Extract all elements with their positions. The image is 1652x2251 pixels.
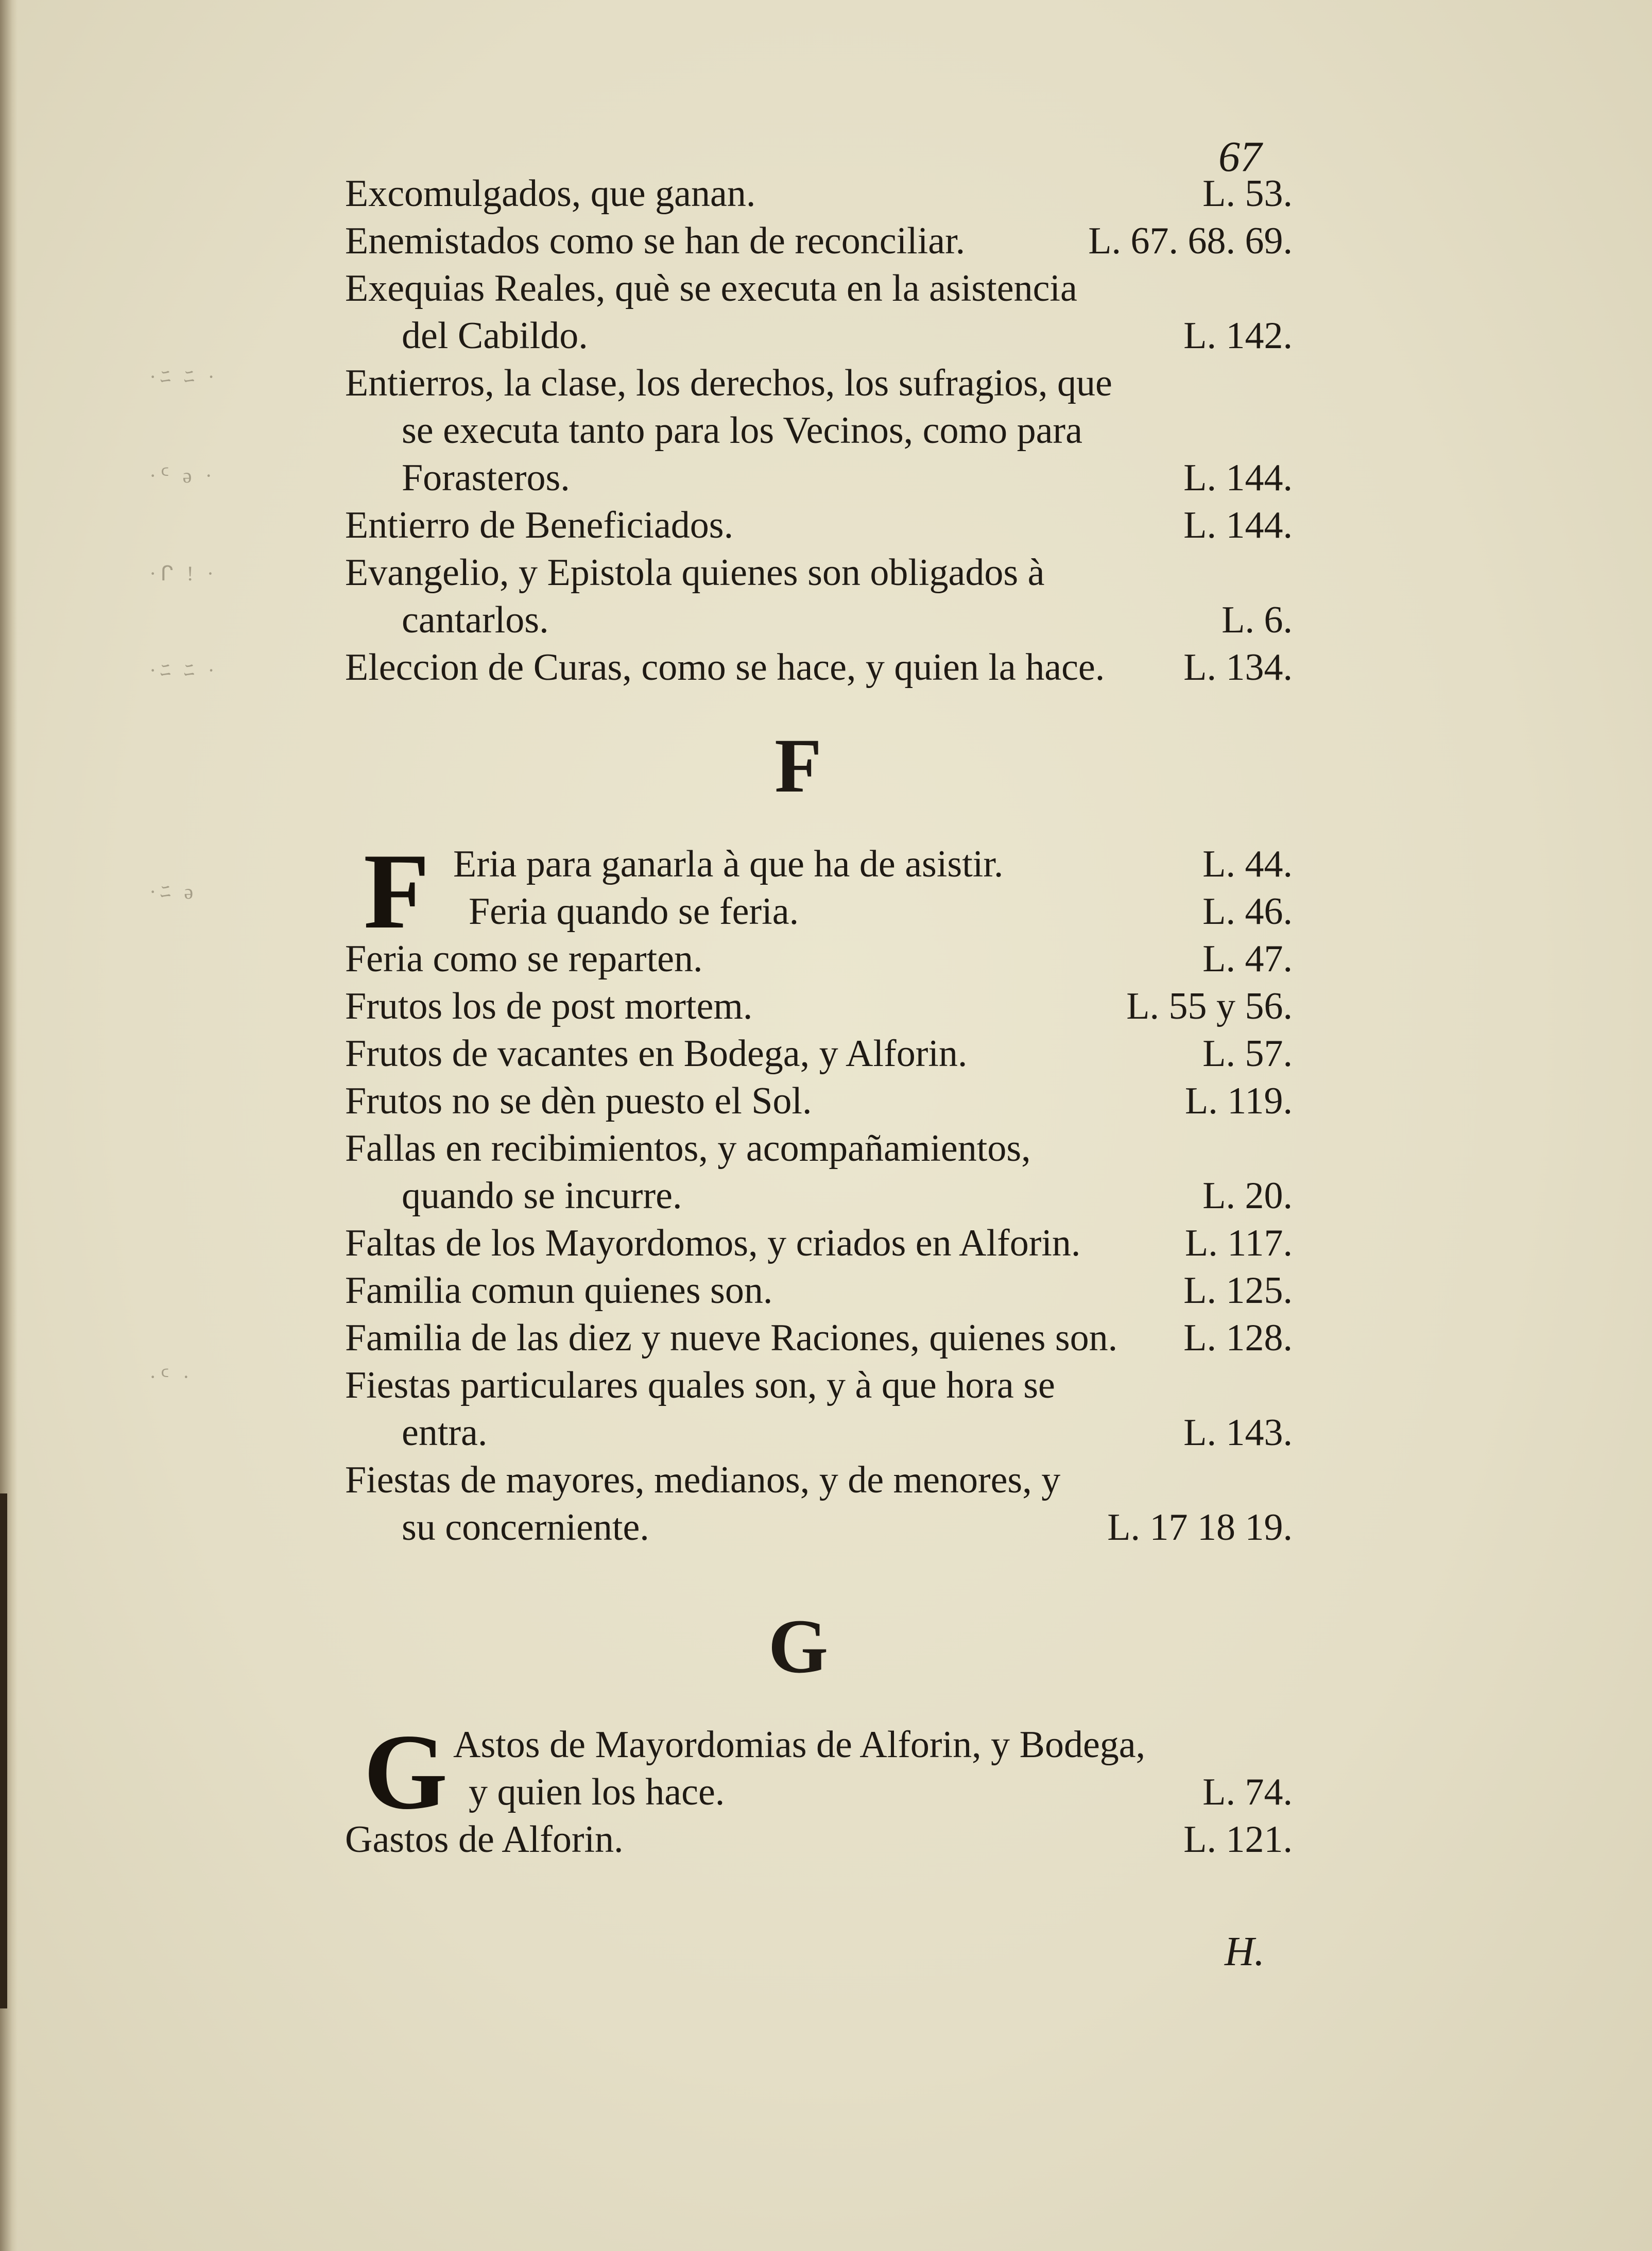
index-entry-continuation: y quien los hace. L. 74. (469, 1771, 1293, 1813)
section-e (345, 170, 1293, 691)
index-entry: Entierros, la clase, los derechos, los sufragios, que (345, 362, 1112, 404)
index-entry: Entierro de Beneficiados. L. 144. (345, 504, 1293, 546)
section-g (345, 1712, 1293, 1832)
show-through-mark: ·ﾆ ǝ (149, 880, 198, 903)
index-entry: Frutos de vacantes en Bodega, y Alforin. L. 57. (345, 1033, 1293, 1075)
drop-cap-g: G (364, 1712, 448, 1832)
index-entry: Fallas en recibimientos, y acompañamientos, (345, 1127, 1031, 1170)
index-entry: Feria como se reparten. L. 47. (345, 938, 1293, 980)
index-entry-continuation: del Cabildo. L. 142. (402, 315, 1293, 357)
show-through-mark: ·ᑦ · (149, 1365, 194, 1388)
index-entry-continuation: se executa tanto para los Vecinos, como para (402, 409, 1082, 452)
index-entry: Fiestas de mayores, medianos, y de menores, y (345, 1459, 1061, 1501)
drop-cap-f: F (364, 832, 430, 951)
show-through-mark: ·ﾆ ﾆ · (149, 365, 219, 388)
section-f-list (345, 935, 1293, 1551)
index-entry: Eria para ganarla à que ha de asistir. L. 44. (453, 843, 1293, 885)
index-entry: Evangelio, y Epistola quienes son obligados à (345, 552, 1045, 594)
index-entry: Eleccion de Curas, como se hace, y quien la hace. L. 134. (345, 646, 1293, 689)
index-entry: Fiestas particulares quales son, y à que hora se (345, 1364, 1055, 1406)
index-column (345, 170, 1293, 1863)
show-through-mark: ·ᒋ ! · (149, 562, 218, 585)
show-through-mark: ·ᑦ ǝ · (149, 464, 216, 487)
section-heading-f: F (775, 723, 822, 809)
index-entry: Frutos no se dèn puesto el Sol. L. 119. (345, 1080, 1293, 1122)
index-entry-continuation: quando se incurre. L. 20. (402, 1175, 1293, 1217)
page-binding-edge (0, 0, 18, 2251)
catchword: H. (1225, 1929, 1265, 1974)
index-entry: Exequias Reales, què se executa en la asistencia (345, 267, 1077, 310)
index-entry-continuation: cantarlos. L. 6. (402, 599, 1293, 641)
section-f (345, 832, 1293, 951)
index-entry: Familia comun quienes son. L. 125. (345, 1269, 1293, 1312)
index-entry-continuation: Forasteros. L. 144. (402, 457, 1293, 499)
index-entry: Astos de Mayordomias de Alforin, y Bodega, (453, 1724, 1146, 1766)
show-through-mark: ·ﾆ ﾆ · (149, 659, 219, 682)
index-entry: Feria quando se feria. L. 46. (469, 890, 1293, 933)
index-entry-continuation: entra. L. 143. (402, 1412, 1293, 1454)
index-entry: Frutos los de post mortem. L. 55 y 56. (345, 985, 1293, 1027)
index-entry: Excomulgados, que ganan. L. 53. (345, 173, 1293, 215)
index-entry: Familia de las diez y nueve Raciones, quienes son. L. 128. (345, 1317, 1293, 1359)
section-heading-g: G (768, 1604, 829, 1689)
index-entry-continuation: su concerniente. L. 17 18 19. (402, 1506, 1293, 1549)
section-g-list (345, 1816, 1293, 1863)
index-entry: Faltas de los Mayordomos, y criados en Alforin. L. 117. (345, 1222, 1293, 1264)
index-entry: Enemistados como se han de reconciliar. L. 67. 68. 69. (345, 220, 1293, 262)
page-number: 67 (1218, 133, 1262, 181)
index-entry: Gastos de Alforin. L. 121. (345, 1818, 1293, 1861)
